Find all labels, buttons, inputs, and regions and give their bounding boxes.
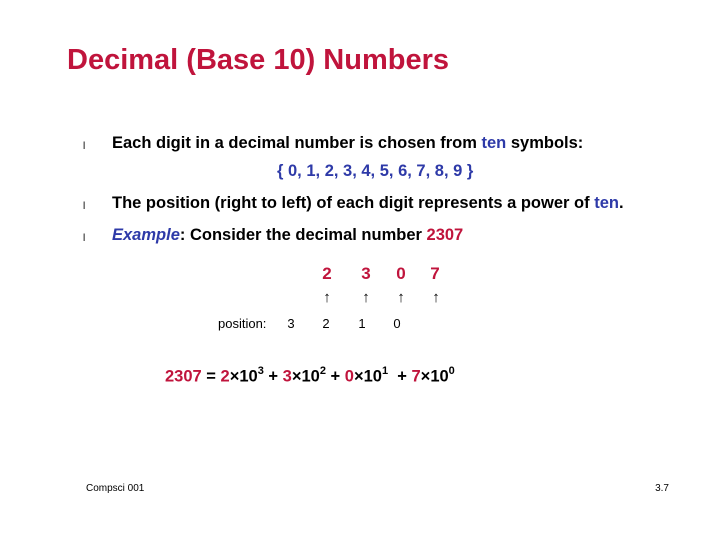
- bullet-marker: l: [83, 201, 86, 212]
- digit: 0: [396, 264, 406, 283]
- bullet-marker: l: [83, 233, 86, 244]
- equation-lhs: 2307: [165, 367, 202, 386]
- times-sign: ×: [420, 367, 431, 386]
- highlight-ten: ten: [481, 134, 507, 152]
- coefficient: 2: [220, 367, 230, 386]
- position-label: position:: [218, 316, 267, 331]
- position-number: 2: [322, 316, 330, 331]
- position-number: 1: [358, 316, 366, 331]
- exponent: 1: [381, 365, 389, 377]
- times-sign: ×: [229, 367, 240, 386]
- digit: 7: [430, 264, 440, 283]
- base: 10: [430, 367, 449, 386]
- symbol-set: { 0, 1, 2, 3, 4, 5, 6, 7, 8, 9 }: [277, 162, 474, 180]
- exponent: 0: [448, 365, 455, 377]
- plus-sign: +: [325, 367, 345, 386]
- bullet-text-position: [112, 194, 624, 213]
- expansion-equation: [165, 366, 455, 387]
- coefficient: 7: [411, 367, 421, 386]
- example-number: 2307: [426, 226, 464, 244]
- up-arrow-icon: ↑: [397, 289, 405, 306]
- bullet-marker: l: [83, 141, 86, 152]
- example-label: Example: [112, 226, 180, 244]
- bullet-text: : Consider the decimal number: [179, 226, 427, 244]
- exponent: 2: [319, 365, 326, 377]
- slide-title: Decimal (Base 10) Numbers: [67, 44, 449, 76]
- highlight-ten: ten: [594, 194, 619, 212]
- position-number: 0: [393, 316, 401, 331]
- times-sign: ×: [353, 367, 364, 386]
- base: 10: [239, 367, 258, 386]
- bullet-text: Each digit in a decimal number is chosen from: [112, 134, 482, 152]
- bullet-text-example: [112, 226, 463, 245]
- bullet-text: symbols:: [506, 134, 584, 152]
- base: 10: [363, 367, 382, 386]
- plus-sign: +: [263, 367, 283, 386]
- digit: 2: [322, 264, 332, 283]
- bullet-text: The position (right to left) of each digit represents a power of: [112, 194, 595, 212]
- coefficient: 0: [344, 367, 354, 386]
- footer-course: Compsci 001: [86, 483, 145, 494]
- up-arrow-icon: ↑: [323, 289, 331, 306]
- footer-page-number: 3.7: [655, 483, 669, 494]
- base: 10: [301, 367, 320, 386]
- up-arrow-icon: ↑: [432, 289, 440, 306]
- times-sign: ×: [291, 367, 302, 386]
- up-arrow-icon: ↑: [362, 289, 370, 306]
- coefficient: 3: [282, 367, 292, 386]
- plus-sign: +: [388, 367, 412, 386]
- exponent: 3: [257, 365, 264, 377]
- bullet-text-digits: [112, 134, 583, 153]
- digit: 3: [361, 264, 371, 283]
- position-number: 3: [287, 316, 295, 331]
- equals-sign: =: [201, 367, 221, 386]
- bullet-text: .: [618, 194, 624, 212]
